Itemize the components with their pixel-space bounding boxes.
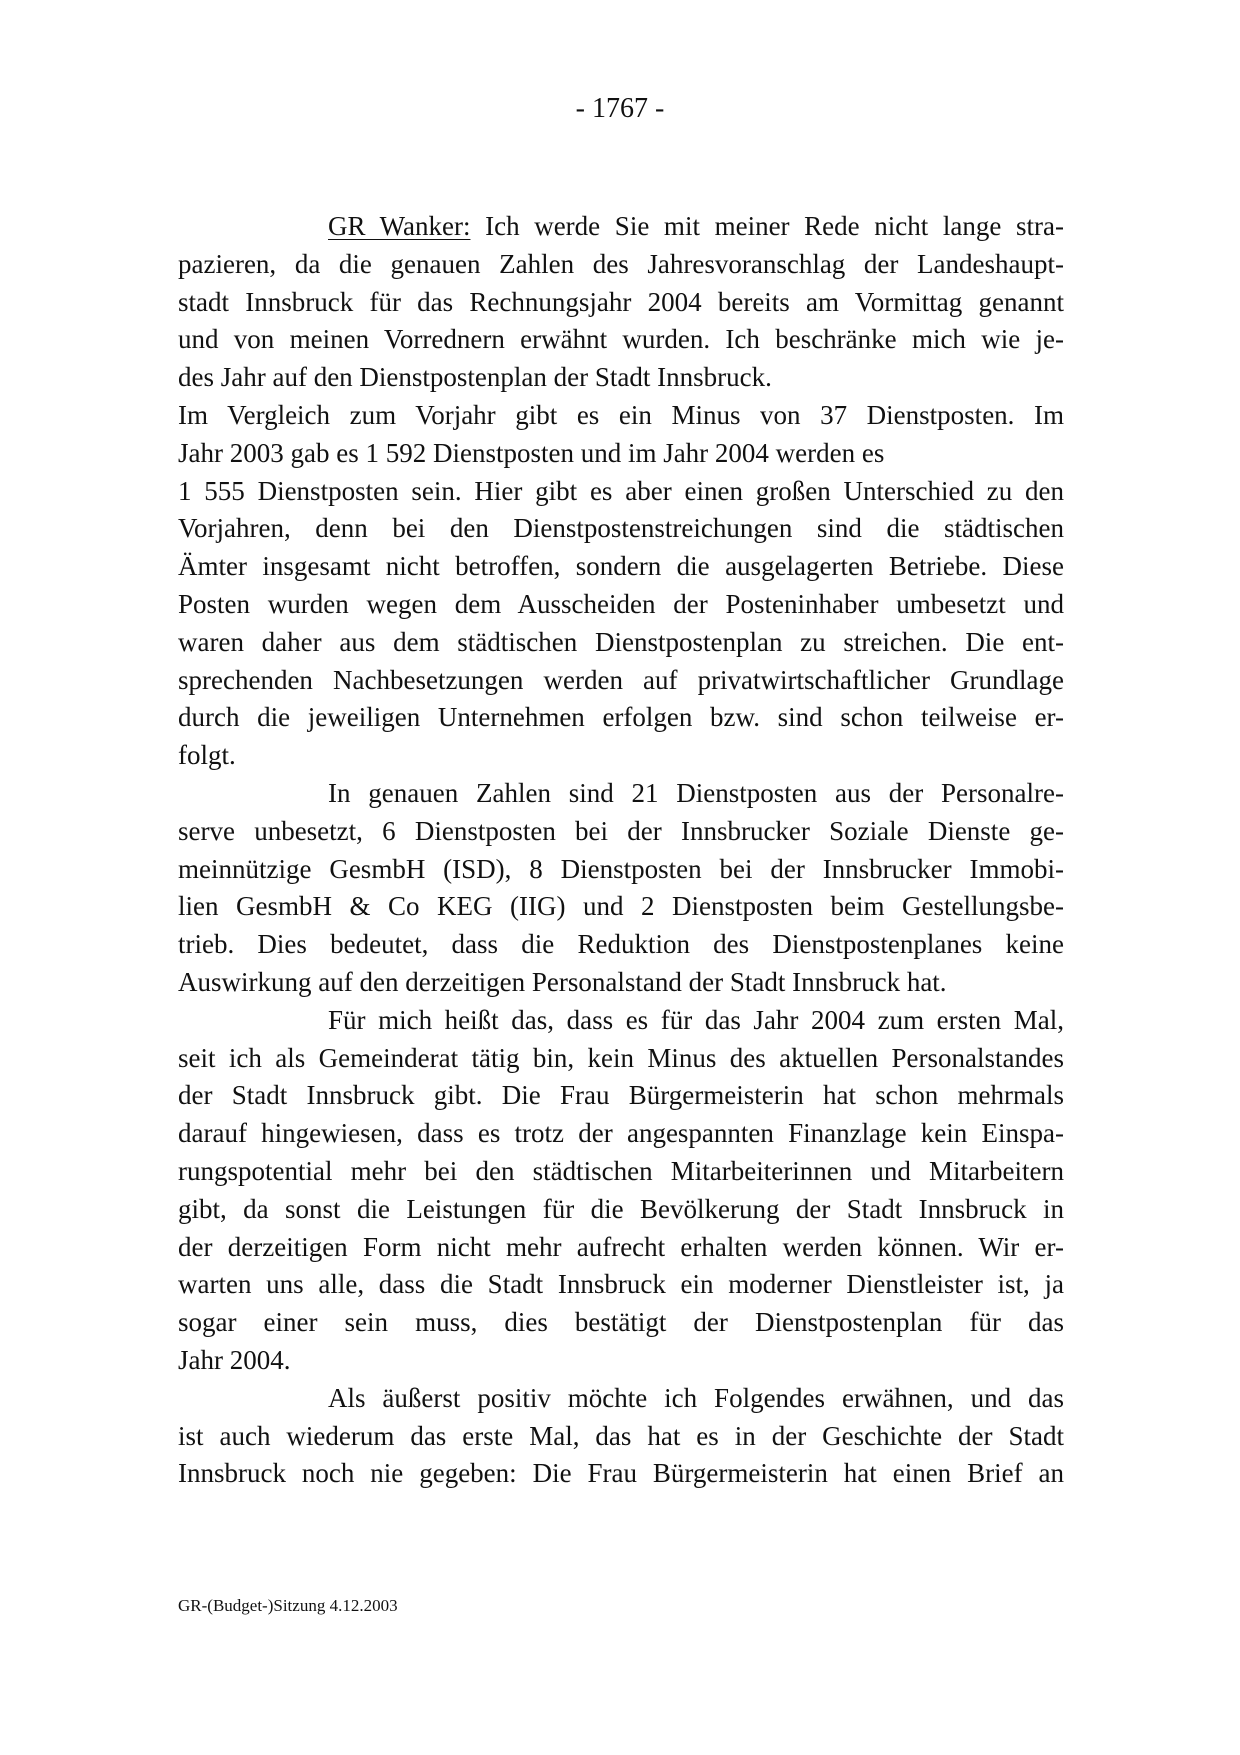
text-line: darauf hingewiesen, dass es trotz der angespannten Finanzlage kein Einspa- bbox=[178, 1118, 1064, 1149]
speech-text bbox=[178, 208, 1064, 1493]
text-line: 1 555 Dienstposten sein. Hier gibt es aber einen großen Unterschied zu den bbox=[178, 475, 1064, 506]
text-line: pazieren, da die genauen Zahlen des Jahresvoranschlag der Landeshaupt- bbox=[178, 248, 1064, 279]
text-line: Für mich heißt das, dass es für das Jahr 2004 zum ersten Mal, bbox=[328, 1004, 1064, 1035]
text-line: waren daher aus dem städtischen Dienstpostenplan zu streichen. Die ent- bbox=[178, 626, 1064, 657]
text-line: Innsbruck noch nie gegeben: Die Frau Bürgermeisterin hat einen Brief an bbox=[178, 1458, 1064, 1489]
text-line: rungspotential mehr bei den städtischen Mitarbeiterinnen und Mitarbeitern bbox=[178, 1155, 1064, 1186]
line-text: Ich werde Sie mit meiner Rede nicht lange stra- bbox=[470, 211, 1064, 241]
text-line: stadt Innsbruck für das Rechnungsjahr 2004 bereits am Vormittag genannt bbox=[178, 286, 1064, 317]
text-line: lien GesmbH & Co KEG (IIG) und 2 Dienstposten beim Gestellungsbe- bbox=[178, 891, 1064, 922]
text-line bbox=[178, 208, 1064, 246]
text-line: trieb. Dies bedeutet, dass die Reduktion des Dienstpostenplanes keine bbox=[178, 929, 1064, 960]
text-line: Auswirkung auf den derzeitigen Personalstand der Stadt Innsbruck hat. bbox=[178, 966, 947, 997]
text-line: meinnützige GesmbH (ISD), 8 Dienstposten bei der Innsbrucker Immobi- bbox=[178, 853, 1064, 884]
text-line: durch die jeweiligen Unternehmen erfolgen bzw. sind schon teilweise er- bbox=[178, 702, 1064, 733]
text-line: der derzeitigen Form nicht mehr aufrecht erhalten werden können. Wir er- bbox=[178, 1231, 1064, 1262]
page-number: - 1767 - bbox=[575, 93, 665, 124]
speaker-name: GR Wanker: bbox=[328, 211, 471, 241]
text-line: Im Vergleich zum Vorjahr gibt es ein Minus von 37 Dienstposten. Im bbox=[178, 399, 1064, 430]
text-line: Jahr 2004. bbox=[178, 1344, 291, 1375]
text-line: Als äußerst positiv möchte ich Folgendes erwähnen, und das bbox=[328, 1382, 1064, 1413]
text-line: seit ich als Gemeinderat tätig bin, kein Minus des aktuellen Personalstandes bbox=[178, 1042, 1064, 1073]
text-line: Ämter insgesamt nicht betroffen, sondern die ausgelagerten Betriebe. Diese bbox=[178, 551, 1064, 582]
text-line: des Jahr auf den Dienstpostenplan der Stadt Innsbruck. bbox=[178, 362, 772, 393]
text-line: sprechenden Nachbesetzungen werden auf privatwirtschaftlicher Grundlage bbox=[178, 664, 1064, 695]
text-line: Vorjahren, denn bei den Dienstpostenstreichungen sind die städtischen bbox=[178, 513, 1064, 544]
text-line: Posten wurden wegen dem Ausscheiden der Posteninhaber umbesetzt und bbox=[178, 588, 1064, 619]
text-line: Jahr 2003 gab es 1 592 Dienstposten und im Jahr 2004 werden es bbox=[178, 437, 885, 468]
text-line: der Stadt Innsbruck gibt. Die Frau Bürgermeisterin hat schon mehrmals bbox=[178, 1080, 1064, 1111]
text-line: warten uns alle, dass die Stadt Innsbruck ein moderner Dienstleister ist, ja bbox=[178, 1269, 1064, 1300]
text-line: folgt. bbox=[178, 740, 236, 771]
text-line: und von meinen Vorrednern erwähnt wurden. Ich beschränke mich wie je- bbox=[178, 324, 1064, 355]
page-footer: GR-(Budget-)Sitzung 4.12.2003 bbox=[178, 1596, 398, 1615]
text-line: gibt, da sonst die Leistungen für die Bevölkerung der Stadt Innsbruck in bbox=[178, 1193, 1064, 1224]
text-line: sogar einer sein muss, dies bestätigt der Dienstpostenplan für das bbox=[178, 1307, 1064, 1338]
text-line: serve unbesetzt, 6 Dienstposten bei der Innsbrucker Soziale Dienste ge- bbox=[178, 815, 1064, 846]
text-line: ist auch wiederum das erste Mal, das hat es in der Geschichte der Stadt bbox=[178, 1420, 1064, 1451]
text-line: In genauen Zahlen sind 21 Dienstposten aus der Personalre- bbox=[328, 777, 1064, 808]
